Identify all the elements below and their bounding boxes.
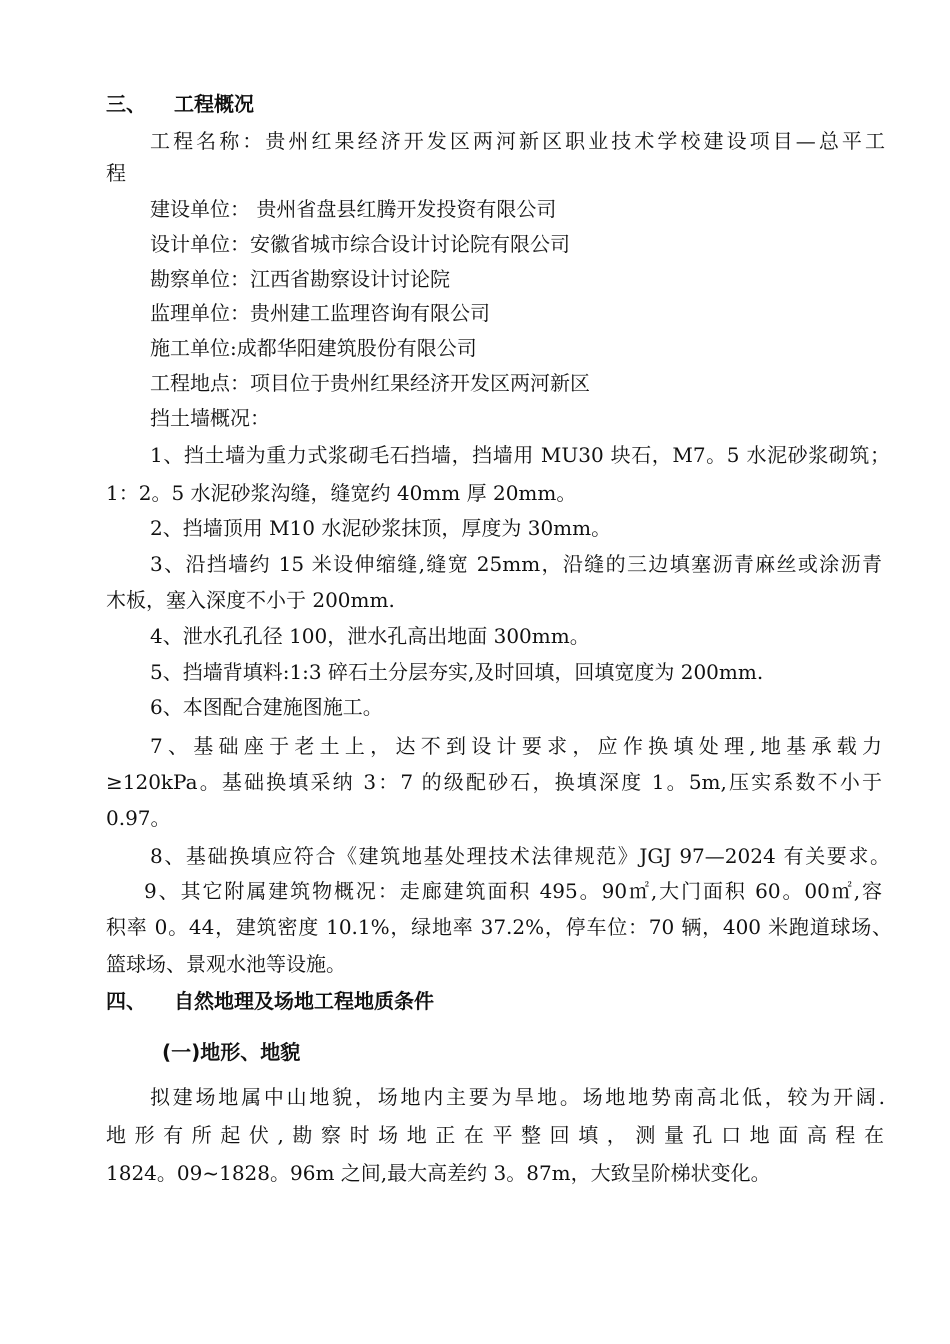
section-3-number: 三、 xyxy=(106,92,146,116)
section-4-number: 四、 xyxy=(106,989,146,1013)
item-3-line-2: 木板，塞入深度不小于 200mm. xyxy=(106,588,395,612)
item-6: 6、本图配合建施图施工。 xyxy=(150,695,383,719)
project-name-line: 工程名称：贵州红果经济开发区两河新区职业技术学校建设项目—总平工 xyxy=(150,129,885,153)
section-4-heading xyxy=(106,986,434,1016)
item-9-line-1: 9、其它附属建筑物概况：走廊建筑面积 495。90㎡,大门面积 60。00㎡,容 xyxy=(144,879,882,903)
item-8: 8、基础换填应符合《建筑地基处理技术法律规范》JGJ 97—2024 有关要求。 xyxy=(150,844,890,868)
design-unit: 设计单位：安徽省城市综合设计讨论院有限公司 xyxy=(150,232,570,256)
terrain-line-3: 1824。09~1828。96m 之间,最大高差约 3。87m，大致呈阶梯状变化。 xyxy=(106,1161,771,1185)
section-3-heading xyxy=(106,89,254,119)
item-2: 2、挡墙顶用 M10 水泥砂浆抹顶，厚度为 30mm。 xyxy=(150,516,612,540)
item-7-line-2: ≥120kPa。基础换填采纳 3：7 的级配砂石，换填深度 1。5m,压实系数不小于 xyxy=(106,770,882,794)
item-1-line-2: 1：2。5 水泥砂浆沟缝，缝宽约 40mm 厚 20mm。 xyxy=(106,481,577,505)
item-7-line-1: 7、基础座于老土上，达不到设计要求，应作换填处理,地基承载力 xyxy=(150,734,882,758)
item-9-line-2: 积率 0。44，建筑密度 10.1%，绿地率 37.2%，停车位：70 辆，400 米跑道球场、 xyxy=(106,915,892,939)
item-9-line-3: 篮球场、景观水池等设施。 xyxy=(106,952,346,976)
section-3-title: 工程概况 xyxy=(174,92,254,116)
project-location: 工程地点：项目位于贵州红果经济开发区两河新区 xyxy=(150,371,590,395)
item-3-line-1: 3、沿挡墙约 15 米设伸缩缝,缝宽 25mm，沿缝的三边填塞沥青麻丝或涂沥青 xyxy=(150,552,882,576)
terrain-line-1: 拟建场地属中山地貌，场地内主要为旱地。场地地势南高北低，较为开阔. xyxy=(150,1085,885,1109)
supervision-unit: 监理单位：贵州建工监理咨询有限公司 xyxy=(150,301,490,325)
construction-unit: 建设单位： 贵州省盘县红腾开发投资有限公司 xyxy=(150,197,557,221)
item-5: 5、挡墙背填料:1:3 碎石土分层夯实,及时回填，回填宽度为 200mm. xyxy=(150,660,764,684)
retaining-wall-overview: 挡土墙概况： xyxy=(150,406,270,430)
item-1-line-1: 1、挡土墙为重力式浆砌毛石挡墙，挡墙用 MU30 块石，M7。5 水泥砂浆砌筑； xyxy=(150,443,890,467)
survey-unit: 勘察单位：江西省勘察设计讨论院 xyxy=(150,267,450,291)
terrain-line-2: 地形有所起伏,勘察时场地正在平整回填，测量孔口地面高程在 xyxy=(106,1123,884,1147)
section-4-title: 自然地理及场地工程地质条件 xyxy=(174,989,434,1013)
contractor-unit: 施工单位:成都华阳建筑股份有限公司 xyxy=(150,336,477,360)
item-7-line-3: 0.97。 xyxy=(106,806,171,830)
item-4: 4、泄水孔孔径 100，泄水孔高出地面 300mm。 xyxy=(150,624,590,648)
project-name-continued: 程 xyxy=(106,161,126,185)
subsection-terrain-heading: (一)地形、地貌 xyxy=(162,1040,301,1064)
